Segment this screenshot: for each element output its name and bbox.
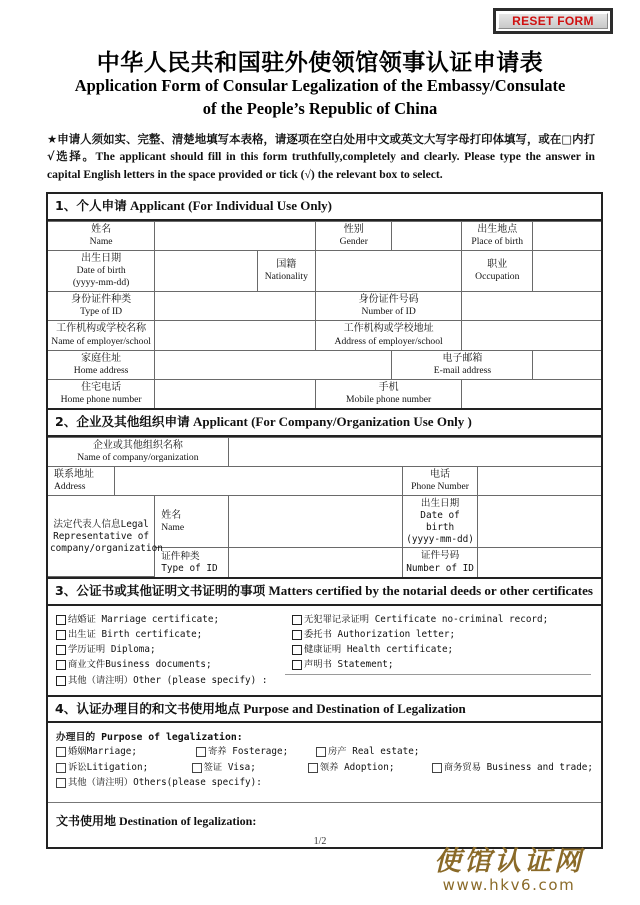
- field-home-address[interactable]: [155, 350, 392, 379]
- label-home-address: 家庭住址 Home address: [48, 350, 155, 379]
- field-company-address[interactable]: [114, 467, 402, 496]
- table-row: [48, 379, 601, 408]
- section-3-heading-en: Matters certified by the notarial deeds or other certificates: [268, 583, 593, 599]
- checkbox-other-certificate[interactable]: [56, 676, 66, 686]
- section-3-right-column: [292, 612, 548, 688]
- section-1-heading: [48, 194, 601, 221]
- table-row: [48, 350, 601, 379]
- table-row: [48, 437, 601, 466]
- checkbox-birth-certificate[interactable]: [56, 630, 66, 640]
- field-legalrep-dob[interactable]: [478, 496, 601, 548]
- field-name[interactable]: [155, 221, 316, 250]
- field-legalrep-name[interactable]: [228, 496, 402, 548]
- checkbox-row-business-documents: 商业文件Business documents;: [56, 657, 292, 672]
- table-row: [48, 221, 601, 250]
- checkbox-row-marriage: 婚姻Marriage;: [56, 744, 196, 759]
- page-number: 1/2: [313, 836, 327, 847]
- section-2-table: [48, 437, 601, 578]
- checkbox-row-no-criminal-record: 无犯罪记录证明 Certificate no-criminal record;: [292, 612, 548, 627]
- checkbox-row-diploma: 学历证明 Diploma;: [56, 642, 292, 657]
- label-name: 姓名 Name: [48, 221, 155, 250]
- application-form: [46, 192, 603, 849]
- checkbox-row-others-specify: 其他（请注明）Others(please specify):: [56, 775, 262, 790]
- reset-form-button[interactable]: RESET FORM: [498, 13, 608, 29]
- checkbox-row-other-certificate: 其他（请注明）Other (please specify) :: [56, 673, 292, 688]
- section-3-checkbox-area: [48, 606, 601, 697]
- label-employer-address: 工作机构或学校地址 Address of employer/school: [316, 321, 462, 350]
- section-2-heading-en: Applicant (For Company/Organization Use Only ): [192, 414, 472, 430]
- field-occupation[interactable]: [533, 250, 601, 291]
- instructions-chinese: ★申请人须如实、完整、清楚地填写本表格，请逐项在空白处用中文或英文大写字母打印体填写，或在□内打√选择。: [47, 132, 595, 164]
- watermark: [396, 848, 622, 894]
- field-employer-address[interactable]: [462, 321, 601, 350]
- section-4-heading-cn: 4、认证办理目的和文书使用地点: [55, 700, 241, 716]
- section-3-heading-cn: 3、公证书或其他证明文书证明的事项: [55, 583, 266, 599]
- checkbox-business-documents[interactable]: [56, 660, 66, 670]
- checkbox-litigation[interactable]: [56, 763, 66, 773]
- reset-form-button-frame: [493, 8, 613, 34]
- field-type-of-id[interactable]: [155, 292, 316, 321]
- label-company-phone: 电话 Phone Number: [402, 467, 477, 496]
- table-row: [48, 321, 601, 350]
- field-home-phone[interactable]: [155, 379, 316, 408]
- label-legalrep-type-of-id: 证件种类 Type of ID: [155, 548, 229, 577]
- section-4-heading: [48, 697, 601, 724]
- table-row: [48, 496, 601, 548]
- label-company-name: 企业或其他组织名称 Name of company/organization: [48, 437, 228, 466]
- field-gender[interactable]: [392, 221, 462, 250]
- checkbox-row-birth-certificate: 出生证 Birth certificate;: [56, 627, 292, 642]
- label-place-of-birth: 出生地点 Place of birth: [462, 221, 533, 250]
- label-type-of-id: 身份证件种类 Type of ID: [48, 292, 155, 321]
- checkbox-authorization-letter[interactable]: [292, 630, 302, 640]
- checkbox-no-criminal-record[interactable]: [292, 615, 302, 625]
- checkbox-row-litigation: 诉讼Litigation;: [56, 760, 192, 775]
- label-home-phone: 住宅电话 Home phone number: [48, 379, 155, 408]
- checkbox-row-health-certificate: 健康证明 Health certificate;: [292, 642, 548, 657]
- section-3-heading: [48, 577, 601, 606]
- checkbox-real-estate[interactable]: [316, 747, 326, 757]
- label-employer-name: 工作机构或学校名称 Name of employer/school: [48, 321, 155, 350]
- checkbox-row-business-and-trade: 商务贸易 Business and trade;: [432, 760, 593, 775]
- table-row: [48, 467, 601, 496]
- checkbox-row-real-estate: 房产 Real estate;: [316, 744, 446, 759]
- label-legalrep-name: 姓名 Name: [155, 496, 229, 548]
- field-company-name[interactable]: [228, 437, 601, 466]
- table-row: [48, 292, 601, 321]
- section-2-heading: [48, 408, 601, 437]
- checkbox-others-specify[interactable]: [56, 778, 66, 788]
- label-occupation: 职业 Occupation: [462, 250, 533, 291]
- checkbox-business-and-trade[interactable]: [432, 763, 442, 773]
- destination-label-en: Destination of legalization:: [119, 813, 257, 828]
- checkbox-row-authorization-letter: 委托书 Authorization letter;: [292, 627, 548, 642]
- checkbox-health-certificate[interactable]: [292, 645, 302, 655]
- purpose-of-legalization-label: 办理目的 Purpose of legalization:: [56, 732, 243, 744]
- field-number-of-id[interactable]: [462, 292, 601, 321]
- label-legal-representative: 法定代表人信息Legal Representative of company/organization: [48, 496, 155, 577]
- checkbox-adoption[interactable]: [308, 763, 318, 773]
- label-mobile-phone: 手机 Mobile phone number: [316, 379, 462, 408]
- page-title-english-line2: of the People’s Republic of China: [202, 99, 438, 119]
- label-gender: 性别 Gender: [316, 221, 392, 250]
- field-company-phone[interactable]: [478, 467, 601, 496]
- checkbox-row-statement: 声明书 Statement;: [292, 657, 548, 672]
- checkbox-row-marriage-certificate: 结婚证 Marriage certificate;: [56, 612, 292, 627]
- section-1-table: [48, 221, 601, 409]
- section-4-heading-en: Purpose and Destination of Legalization: [243, 700, 466, 716]
- label-date-of-birth: 出生日期 Date of birth (yyyy-mm-dd): [48, 250, 155, 291]
- table-row: [48, 250, 601, 291]
- page-title-english-line1: Application Form of Consular Legalization of the Embassy/Consulate: [74, 76, 566, 95]
- field-mobile-phone[interactable]: [462, 379, 601, 408]
- field-nationality[interactable]: [316, 250, 462, 291]
- checkbox-diploma[interactable]: [56, 645, 66, 655]
- checkbox-visa[interactable]: [192, 763, 202, 773]
- checkbox-marriage[interactable]: [56, 747, 66, 757]
- purpose-row-3: [56, 775, 593, 790]
- section-2-heading-cn: 2、企业及其他组织申请: [55, 414, 190, 430]
- label-legalrep-dob: 出生日期 Date of birth (yyyy-mm-dd): [402, 496, 477, 548]
- checkbox-row-visa: 签证 Visa;: [192, 760, 308, 775]
- watermark-chinese: 使馆认证网: [434, 846, 584, 877]
- field-legalrep-number-of-id[interactable]: [478, 548, 601, 577]
- page-title-english: [50, 74, 590, 121]
- purpose-row-1: [56, 744, 593, 759]
- label-nationality: 国籍 Nationality: [257, 250, 316, 291]
- checkbox-fosterage[interactable]: [196, 747, 206, 757]
- field-place-of-birth[interactable]: [533, 221, 601, 250]
- instructions: [47, 131, 595, 183]
- checkbox-marriage-certificate[interactable]: [56, 615, 66, 625]
- label-email: 电子邮箱 E-mail address: [392, 350, 533, 379]
- destination-label-cn: 文书使用地: [56, 813, 117, 828]
- section-1-heading-en: Applicant (For Individual Use Only): [129, 198, 333, 213]
- instructions-english: The applicant should fill in this form truthfully,completely and clearly. Please type the answer in capital English letters in the space provided or tick (√) the relevant box to select.: [47, 150, 595, 181]
- page-title-chinese: 中华人民共和国驻外使领馆领事认证申请表: [96, 50, 544, 76]
- field-email[interactable]: [533, 350, 601, 379]
- purpose-row-2: [56, 760, 593, 775]
- section-4-purpose-area: [48, 723, 601, 802]
- checkbox-row-adoption: 领养 Adoption;: [308, 760, 432, 775]
- field-legalrep-type-of-id[interactable]: [228, 548, 402, 577]
- section-3-other-specify-line[interactable]: [285, 674, 591, 675]
- label-company-address: 联系地址 Address: [48, 467, 114, 496]
- label-legalrep-number-of-id: 证件号码Number of ID: [402, 548, 477, 577]
- watermark-url: www.hkv6.com: [442, 876, 576, 894]
- checkbox-statement[interactable]: [292, 660, 302, 670]
- section-1-heading-cn: 1、个人申请: [55, 198, 127, 213]
- label-number-of-id: 身份证件号码 Number of ID: [316, 292, 462, 321]
- field-employer-name[interactable]: [155, 321, 316, 350]
- section-3-left-column: [56, 612, 292, 688]
- checkbox-row-fosterage: 寄养 Fosterage;: [196, 744, 316, 759]
- field-date-of-birth[interactable]: [155, 250, 257, 291]
